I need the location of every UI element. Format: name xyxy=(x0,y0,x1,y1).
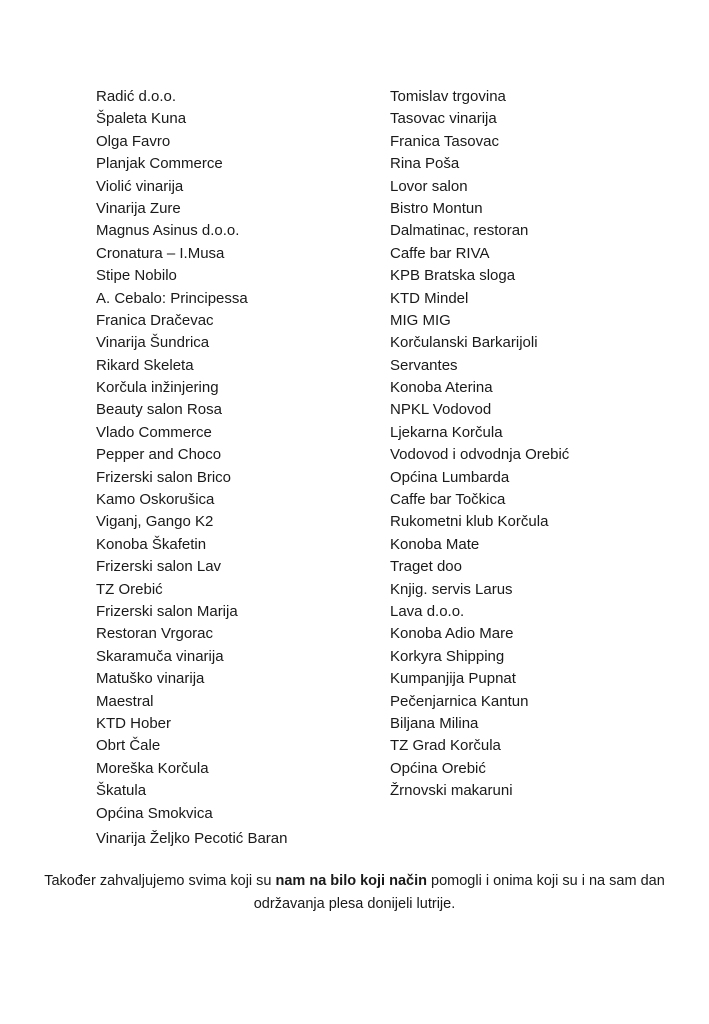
sponsor-name: Rikard Skeleta xyxy=(96,356,194,374)
sponsor-name: Konoba Aterina xyxy=(390,379,493,397)
sponsor-name: Planjak Commerce xyxy=(96,155,223,173)
thank-you-text-end: pomogli i onima koji su i na sam dan održavanja plesa donijeli lutrije. xyxy=(253,873,665,912)
sponsor-name: Maestral xyxy=(96,692,154,710)
sponsor-name: Franica Tasovac xyxy=(390,132,499,150)
sponsor-name: Korčulanski Barkarijoli xyxy=(390,334,538,352)
sponsor-name: Franica Dračevac xyxy=(96,311,214,329)
sponsor-name: Obrt Čale xyxy=(96,737,161,755)
sponsor-name: KTD Hober xyxy=(96,714,172,732)
sponsor-name: Servantes xyxy=(390,356,458,374)
sponsor-name: Korkyra Shipping xyxy=(390,647,505,665)
sponsor-list-left xyxy=(96,86,376,850)
sponsor-name: Ljekarna Korčula xyxy=(390,423,503,441)
sponsor-name: Škatula xyxy=(96,782,147,800)
sponsor-name: Općina Orebić xyxy=(390,759,486,777)
sponsor-name: Radić d.o.o. xyxy=(96,88,177,105)
sponsor-name: Konoba Škafetin xyxy=(96,535,207,553)
thank-you-text-bold: nam na bilo koji način xyxy=(275,873,427,889)
sponsor-name: Tomislav trgovina xyxy=(390,88,506,105)
sponsor-name: Biljana Milina xyxy=(390,714,479,732)
sponsor-name: Caffe bar RIVA xyxy=(390,244,490,262)
sponsor-name: Frizerski salon Marija xyxy=(96,602,238,620)
sponsor-name: Lovor salon xyxy=(390,177,468,195)
sponsor-name: TZ Orebić xyxy=(96,580,163,598)
sponsor-name: Restoran Vrgorac xyxy=(96,625,213,643)
sponsor-name: Beauty salon Rosa xyxy=(96,401,222,419)
sponsor-name: Općina Smokvica xyxy=(96,804,213,822)
sponsor-name: MIG MIG xyxy=(390,311,451,329)
sponsor-name: Špaleta Kuna xyxy=(96,110,187,128)
sponsor-name: Vinarija Šundrica xyxy=(96,334,210,352)
sponsor-name: NPKL Vodovod xyxy=(390,401,492,419)
sponsor-name: Rina Poša xyxy=(390,155,460,173)
sponsor-name: Tasovac vinarija xyxy=(390,110,497,128)
sponsor-name: TZ Grad Korčula xyxy=(390,737,501,755)
sponsor-name: Vodovod i odvodnja Orebić xyxy=(390,446,570,464)
sponsor-name: Olga Favro xyxy=(96,132,171,150)
sponsor-name: Frizerski salon Lav xyxy=(96,558,222,576)
sponsor-name: Općina Lumbarda xyxy=(390,468,510,486)
sponsor-name: Violić vinarija xyxy=(96,177,184,195)
sponsor-name: Lava d.o.o. xyxy=(390,602,465,620)
sponsor-name: Frizerski salon Brico xyxy=(96,468,232,486)
sponsor-name: Žrnovski makaruni xyxy=(390,782,513,800)
sponsor-name: Vinarija Željko Pecotić Baran xyxy=(96,829,288,847)
sponsor-name: Konoba Adio Mare xyxy=(390,625,514,643)
sponsor-name: Matuško vinarija xyxy=(96,670,205,688)
sponsor-name: KPB Bratska sloga xyxy=(390,267,516,285)
sponsor-name: A. Cebalo: Principessa xyxy=(96,289,248,307)
sponsor-name: Moreška Korčula xyxy=(96,759,209,777)
sponsor-name: Caffe bar Točkica xyxy=(390,491,506,509)
sponsor-list-right xyxy=(390,86,690,803)
thank-you-note xyxy=(30,870,679,916)
sponsor-name: Vinarija Zure xyxy=(96,199,181,217)
sponsor-name: Knjig. servis Larus xyxy=(390,580,513,598)
sponsor-name: KTD Mindel xyxy=(390,289,469,307)
sponsor-name: Pepper and Choco xyxy=(96,446,222,464)
sponsor-name: Stipe Nobilo xyxy=(96,267,177,285)
sponsor-name: Kumpanjija Pupnat xyxy=(390,670,516,688)
sponsor-name: Dalmatinac, restoran xyxy=(390,222,529,240)
sponsor-name: Skaramuča vinarija xyxy=(96,647,224,665)
sponsor-name: Rukometni klub Korčula xyxy=(390,513,549,531)
thank-you-text-start: Također zahvaljujemo svima koji su xyxy=(44,873,276,889)
sponsor-name: Pečenjarnica Kantun xyxy=(390,692,529,710)
sponsor-name: Bistro Montun xyxy=(390,199,483,217)
sponsor-name: Vlado Commerce xyxy=(96,423,212,441)
sponsor-name: Cronatura – I.Musa xyxy=(96,244,225,262)
sponsor-name: Korčula inžinjering xyxy=(96,379,219,397)
sponsor-name: Konoba Mate xyxy=(390,535,480,553)
sponsor-name: Magnus Asinus d.o.o. xyxy=(96,222,240,240)
sponsor-name: Kamo Oskorušica xyxy=(96,491,215,509)
sponsor-name: Viganj, Gango K2 xyxy=(96,513,214,531)
sponsor-name: Traget doo xyxy=(390,558,462,576)
